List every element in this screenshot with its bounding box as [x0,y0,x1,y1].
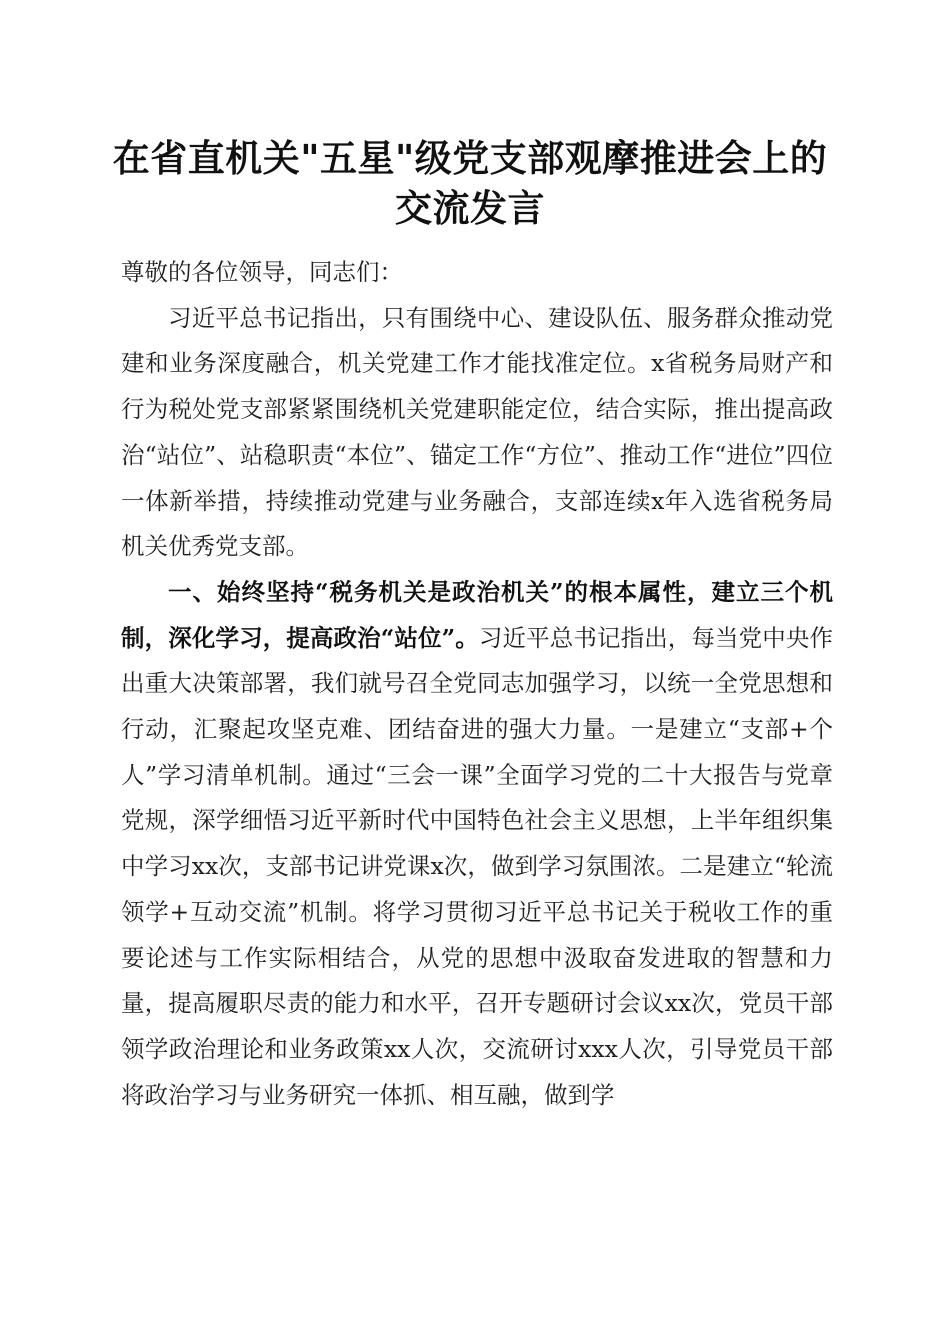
salutation: 尊敬的各位领导，同志们： [121,258,403,286]
title-line-1: 在省直机关"五星"级党支部观摩推进会上的 [112,136,828,180]
title-line-2: 交流发言 [395,186,545,230]
document-title [100,133,840,233]
section-1-paragraph [121,570,833,1118]
section-1-heading: 一、始终坚持“税务机关是政治机关”的根本属性，建立三个机制，深化学习，提高政治“站位”。 [121,577,833,652]
intro-paragraph: 习近平总书记指出，只有围绕中心、建设队伍、服务群众推动党建和业务深度融合，机关党建工作才能找准定位。x省税务局财产和行为税处党支部紧紧围绕机关党建职能定位，结合实际，推出提高政治“站位”、站稳职责“本位”、锚定工作“方位”、推动工作“进位”四位一体新举措，持续推动党建与业务融合，支部连续x年入选省税务局机关优秀党支部。 [121,303,833,561]
section-1-body: 习近平总书记指出，每当党中央作出重大决策部署，我们就号召全党同志加强学习，以统一全党思想和行动，汇聚起攻坚克难、团结奋进的强大力量。一是建立“支部+个人”学习清单机制。通过“三会一课”全面学习党的二十大报告与党章党规，深学细悟习近平新时代中国特色社会主义思想，上半年组织集中学习xx次，支部书记讲党课x次，做到学习氛围浓。二是建立“轮流领学+互动交流”机制。将学习贯彻习近平总书记关于税收工作的重要论述与工作实际相结合，从党的思想中汲取奋发进取的智慧和力量，提高履职尽责的能力和水平，召开专题研讨会议xx次，党员干部领学政治理论和业务政策xx人次，交流研讨xxx人次，引导党员干部将政治学习与业务研究一体抓、相互融，做到学 [121,623,834,1109]
document-body [121,250,833,1118]
